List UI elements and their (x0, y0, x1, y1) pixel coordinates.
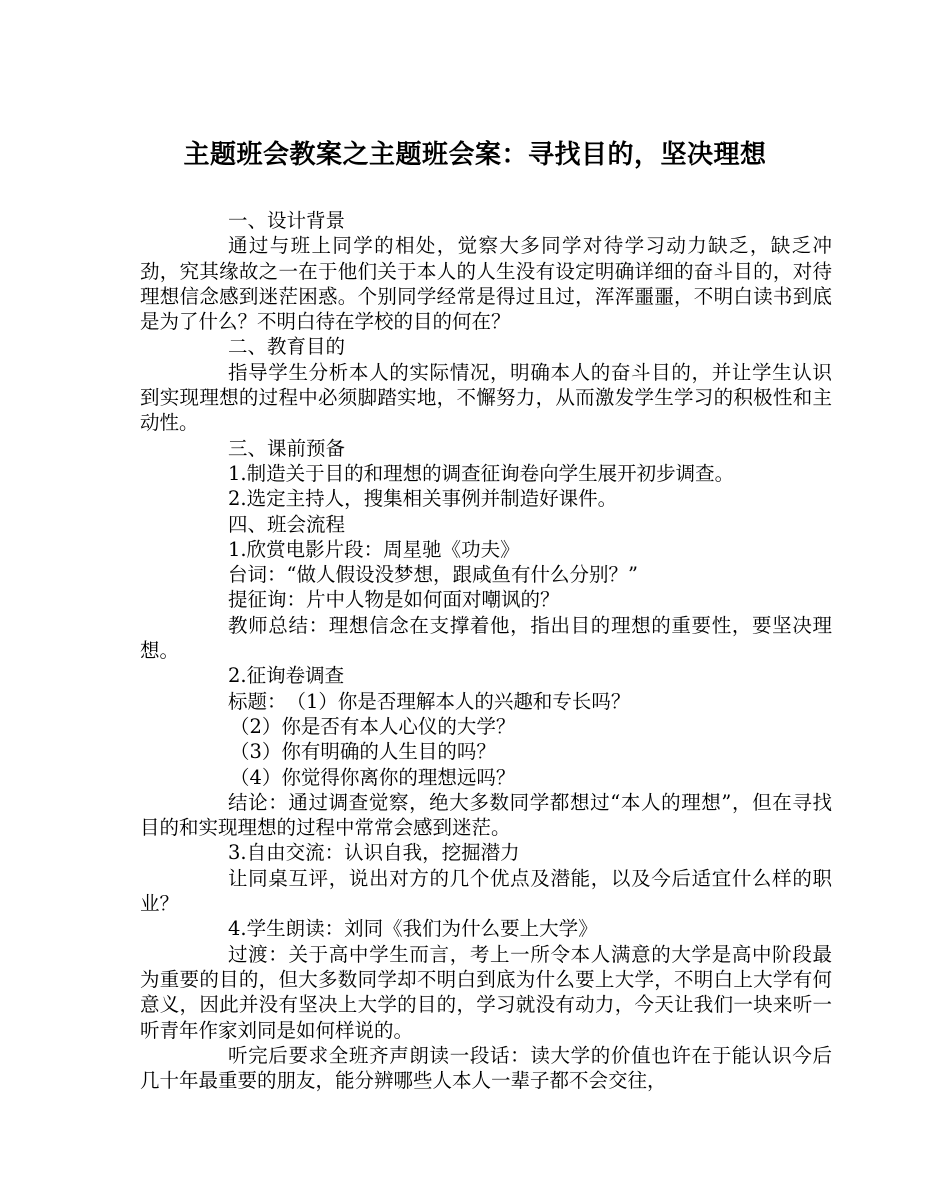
process-step-4: 4.学生朗读：刘同《我们为什么要上大学》 (228, 917, 598, 941)
movie-quote: 台词：“做人假设没梦想，跟咸鱼有什么分别？” (228, 563, 638, 587)
transition-paragraph: 过渡：关于高中学生而言，考上一所令本人满意的大学是高中阶段最为重要的目的，但大多数同学却不明白到底为什么要上大学，不明白上大学有何意义，因此并没有坚决上大学的目的，学习就没有动力，今天让我们一块来听一听青年作家刘同是如何样说的。 (140, 942, 832, 1042)
survey-question-2: （2）你是否有本人心仪的大学？ (230, 714, 516, 738)
document-title: 主题班会教案之主题班会案：寻找目的，坚决理想 (183, 140, 767, 170)
reading-instruction: 听完后要求全班齐声朗读一段话：读大学的价值也许在于能认识今后几十年最重要的朋友，能分辨哪些人本人一辈子都不会交往， (140, 1043, 832, 1093)
section-heading-background: 一、设计背景 (228, 209, 346, 232)
question: 提征询：片中人物是如何面对嘲讽的？ (228, 588, 560, 612)
process-step-1: 1.欣赏电影片段：周星驰《功夫》 (228, 537, 520, 561)
survey-question-3: （3）你有明确的人生目的吗？ (230, 740, 496, 764)
list-item-preparation-2: 2.选定主持人，搜集相关事例并制造好课件。 (228, 487, 618, 511)
process-step-2: 2.征询卷调查 (228, 664, 345, 688)
peer-review-instruction: 让同桌互评，说出对方的几个优点及潜能，以及今后适宜什么样的职业？ (140, 866, 832, 916)
section-heading-preparation: 三、课前预备 (228, 436, 346, 460)
survey-question-1: 标题： （1）你是否理解本人的兴趣和专长吗？ (228, 689, 631, 713)
survey-question-4: （4）你觉得你离你的理想远吗？ (230, 765, 516, 789)
section-heading-goals: 二、教育目的 (228, 335, 346, 359)
list-item-preparation-1: 1.制造关于目的和理想的调查征询卷向学生展开初步调查。 (228, 461, 735, 485)
survey-conclusion: 结论：通过调查觉察，绝大多数同学都想过“本人的理想”，但在寻找目的和实现理想的过程中常常会感到迷茫。 (140, 790, 832, 840)
document-body (140, 208, 832, 1093)
teacher-summary: 教师总结：理想信念在支撑着他，指出目的理想的重要性，要坚决理想。 (140, 613, 832, 663)
paragraph-goals: 指导学生分析本人的实际情况，明确本人的奋斗目的，并让学生认识到实现理想的过程中必须脚踏实地，不懈努力，从而激发学生学习的积极性和主动性。 (140, 360, 832, 435)
section-heading-process: 四、班会流程 (228, 512, 346, 536)
process-step-3: 3.自由交流：认识自我，挖掘潜力 (228, 841, 520, 865)
paragraph-background: 通过与班上同学的相处，觉察大多同学对待学习动力缺乏，缺乏冲劲，究其缘故之一在于他们关于本人的人生没有设定明确详细的奋斗目的，对待理想信念感到迷茫困惑。个别同学经常是得过且过，浑浑噩噩，不明白读书到底是为了什么？不明白待在学校的目的何在？ (140, 234, 832, 334)
